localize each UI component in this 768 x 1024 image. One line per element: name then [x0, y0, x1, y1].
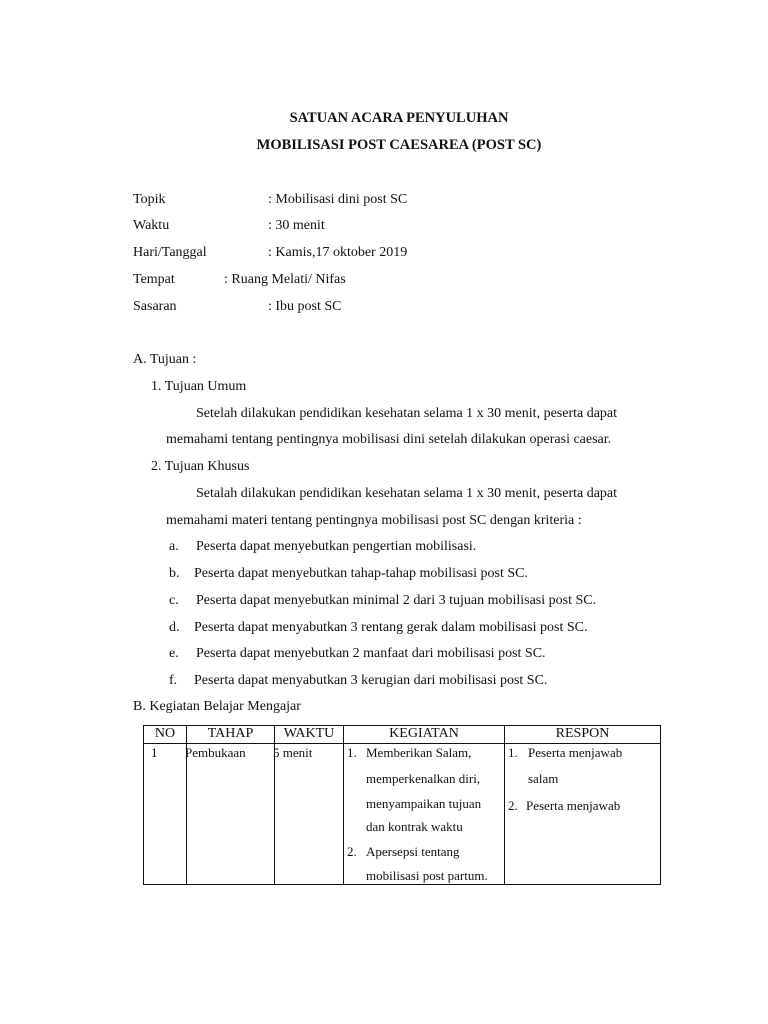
table-cell-waktu: 5 menit [273, 745, 313, 760]
criteria-item: Peserta dapat menyebutkan 2 manfaat dari mobilisasi post SC. [196, 646, 546, 661]
criteria-marker: f. [169, 673, 178, 688]
kegiatan-line: Apersepsi tentang [366, 844, 460, 859]
kegiatan-line: dan kontrak waktu [366, 819, 463, 834]
table-cell-no: 1 [151, 745, 158, 760]
info-value-waktu: : 30 menit [268, 218, 325, 233]
info-label-sasaran: Sasaran [133, 299, 177, 314]
table-cell-tahap: Pembukaan [185, 745, 246, 760]
respon-line: Peserta menjawab [528, 745, 623, 760]
criteria-item: Peserta dapat menyebutkan pengertian mobilisasi. [196, 539, 477, 554]
info-label-tempat: Tempat [133, 272, 175, 287]
criteria-item: Peserta dapat menyabutkan 3 rentang gerak dalam mobilisasi post SC. [194, 620, 588, 635]
criteria-item: Peserta dapat menyebutkan tahap-tahap mobilisasi post SC. [194, 566, 528, 581]
table-column-divider [343, 725, 344, 885]
table-header-no: NO [154, 726, 176, 741]
tujuan-khusus-text-line2: memahami materi tentang pentingnya mobilisasi post SC dengan kriteria : [166, 513, 582, 528]
section-a-heading: A. Tujuan : [133, 352, 197, 367]
kegiatan-line: mobilisasi post partum. [366, 868, 488, 883]
document-title-line1: SATUAN ACARA PENYULUHAN [289, 110, 509, 126]
respon-line: Peserta menjawab [526, 798, 621, 813]
info-value-hari-tanggal: : Kamis,17 oktober 2019 [268, 245, 408, 260]
tujuan-umum-heading: 1. Tujuan Umum [151, 379, 247, 394]
respon-marker: 1. [508, 745, 518, 760]
tujuan-khusus-text-line1: Setalah dilakukan pendidikan kesehatan selama 1 x 30 menit, peserta dapat [196, 486, 618, 501]
table-header-kegiatan: KEGIATAN [389, 726, 459, 741]
kegiatan-marker: 1. [347, 745, 357, 760]
info-label-topik: Topik [133, 192, 166, 207]
criteria-marker: b. [169, 566, 180, 581]
table-header-tahap: TAHAP [207, 726, 254, 741]
table-header-divider [143, 743, 661, 744]
tujuan-khusus-heading: 2. Tujuan Khusus [151, 459, 250, 474]
info-label-hari-tanggal: Hari/Tanggal [133, 245, 207, 260]
criteria-marker: c. [169, 593, 179, 608]
section-b-heading: B. Kegiatan Belajar Mengajar [133, 699, 301, 714]
document-title-line2: MOBILISASI POST CAESAREA (POST SC) [256, 137, 542, 153]
table-header-respon: RESPON [555, 726, 610, 741]
respon-line: salam [528, 771, 559, 786]
criteria-marker: d. [169, 620, 180, 635]
kegiatan-line: menyampaikan tujuan [366, 796, 482, 811]
tujuan-umum-text-line2: memahami tentang pentingnya mobilisasi dini setelah dilakukan operasi caesar. [166, 432, 612, 447]
kegiatan-line: Memberikan Salam, [366, 745, 472, 760]
table-border-left [143, 725, 144, 885]
table-border-right [660, 725, 661, 885]
info-label-waktu: Waktu [133, 218, 170, 233]
info-value-tempat: : Ruang Melati/ Nifas [224, 272, 346, 287]
table-column-divider [504, 725, 505, 885]
criteria-marker: e. [169, 646, 179, 661]
respon-marker: 2. [508, 798, 518, 813]
info-value-sasaran: : Ibu post SC [268, 299, 342, 314]
info-value-topik: : Mobilisasi dini post SC [268, 192, 408, 207]
kegiatan-line: memperkenalkan diri, [366, 771, 481, 786]
table-header-waktu: WAKTU [283, 726, 335, 741]
criteria-item: Peserta dapat menyebutkan minimal 2 dari 3 tujuan mobilisasi post SC. [196, 593, 597, 608]
kegiatan-marker: 2. [347, 844, 357, 859]
criteria-item: Peserta dapat menyabutkan 3 kerugian dari mobilisasi post SC. [194, 673, 548, 688]
tujuan-umum-text-line1: Setelah dilakukan pendidikan kesehatan selama 1 x 30 menit, peserta dapat [196, 406, 618, 421]
criteria-marker: a. [169, 539, 179, 554]
table-border-bottom [143, 884, 661, 885]
